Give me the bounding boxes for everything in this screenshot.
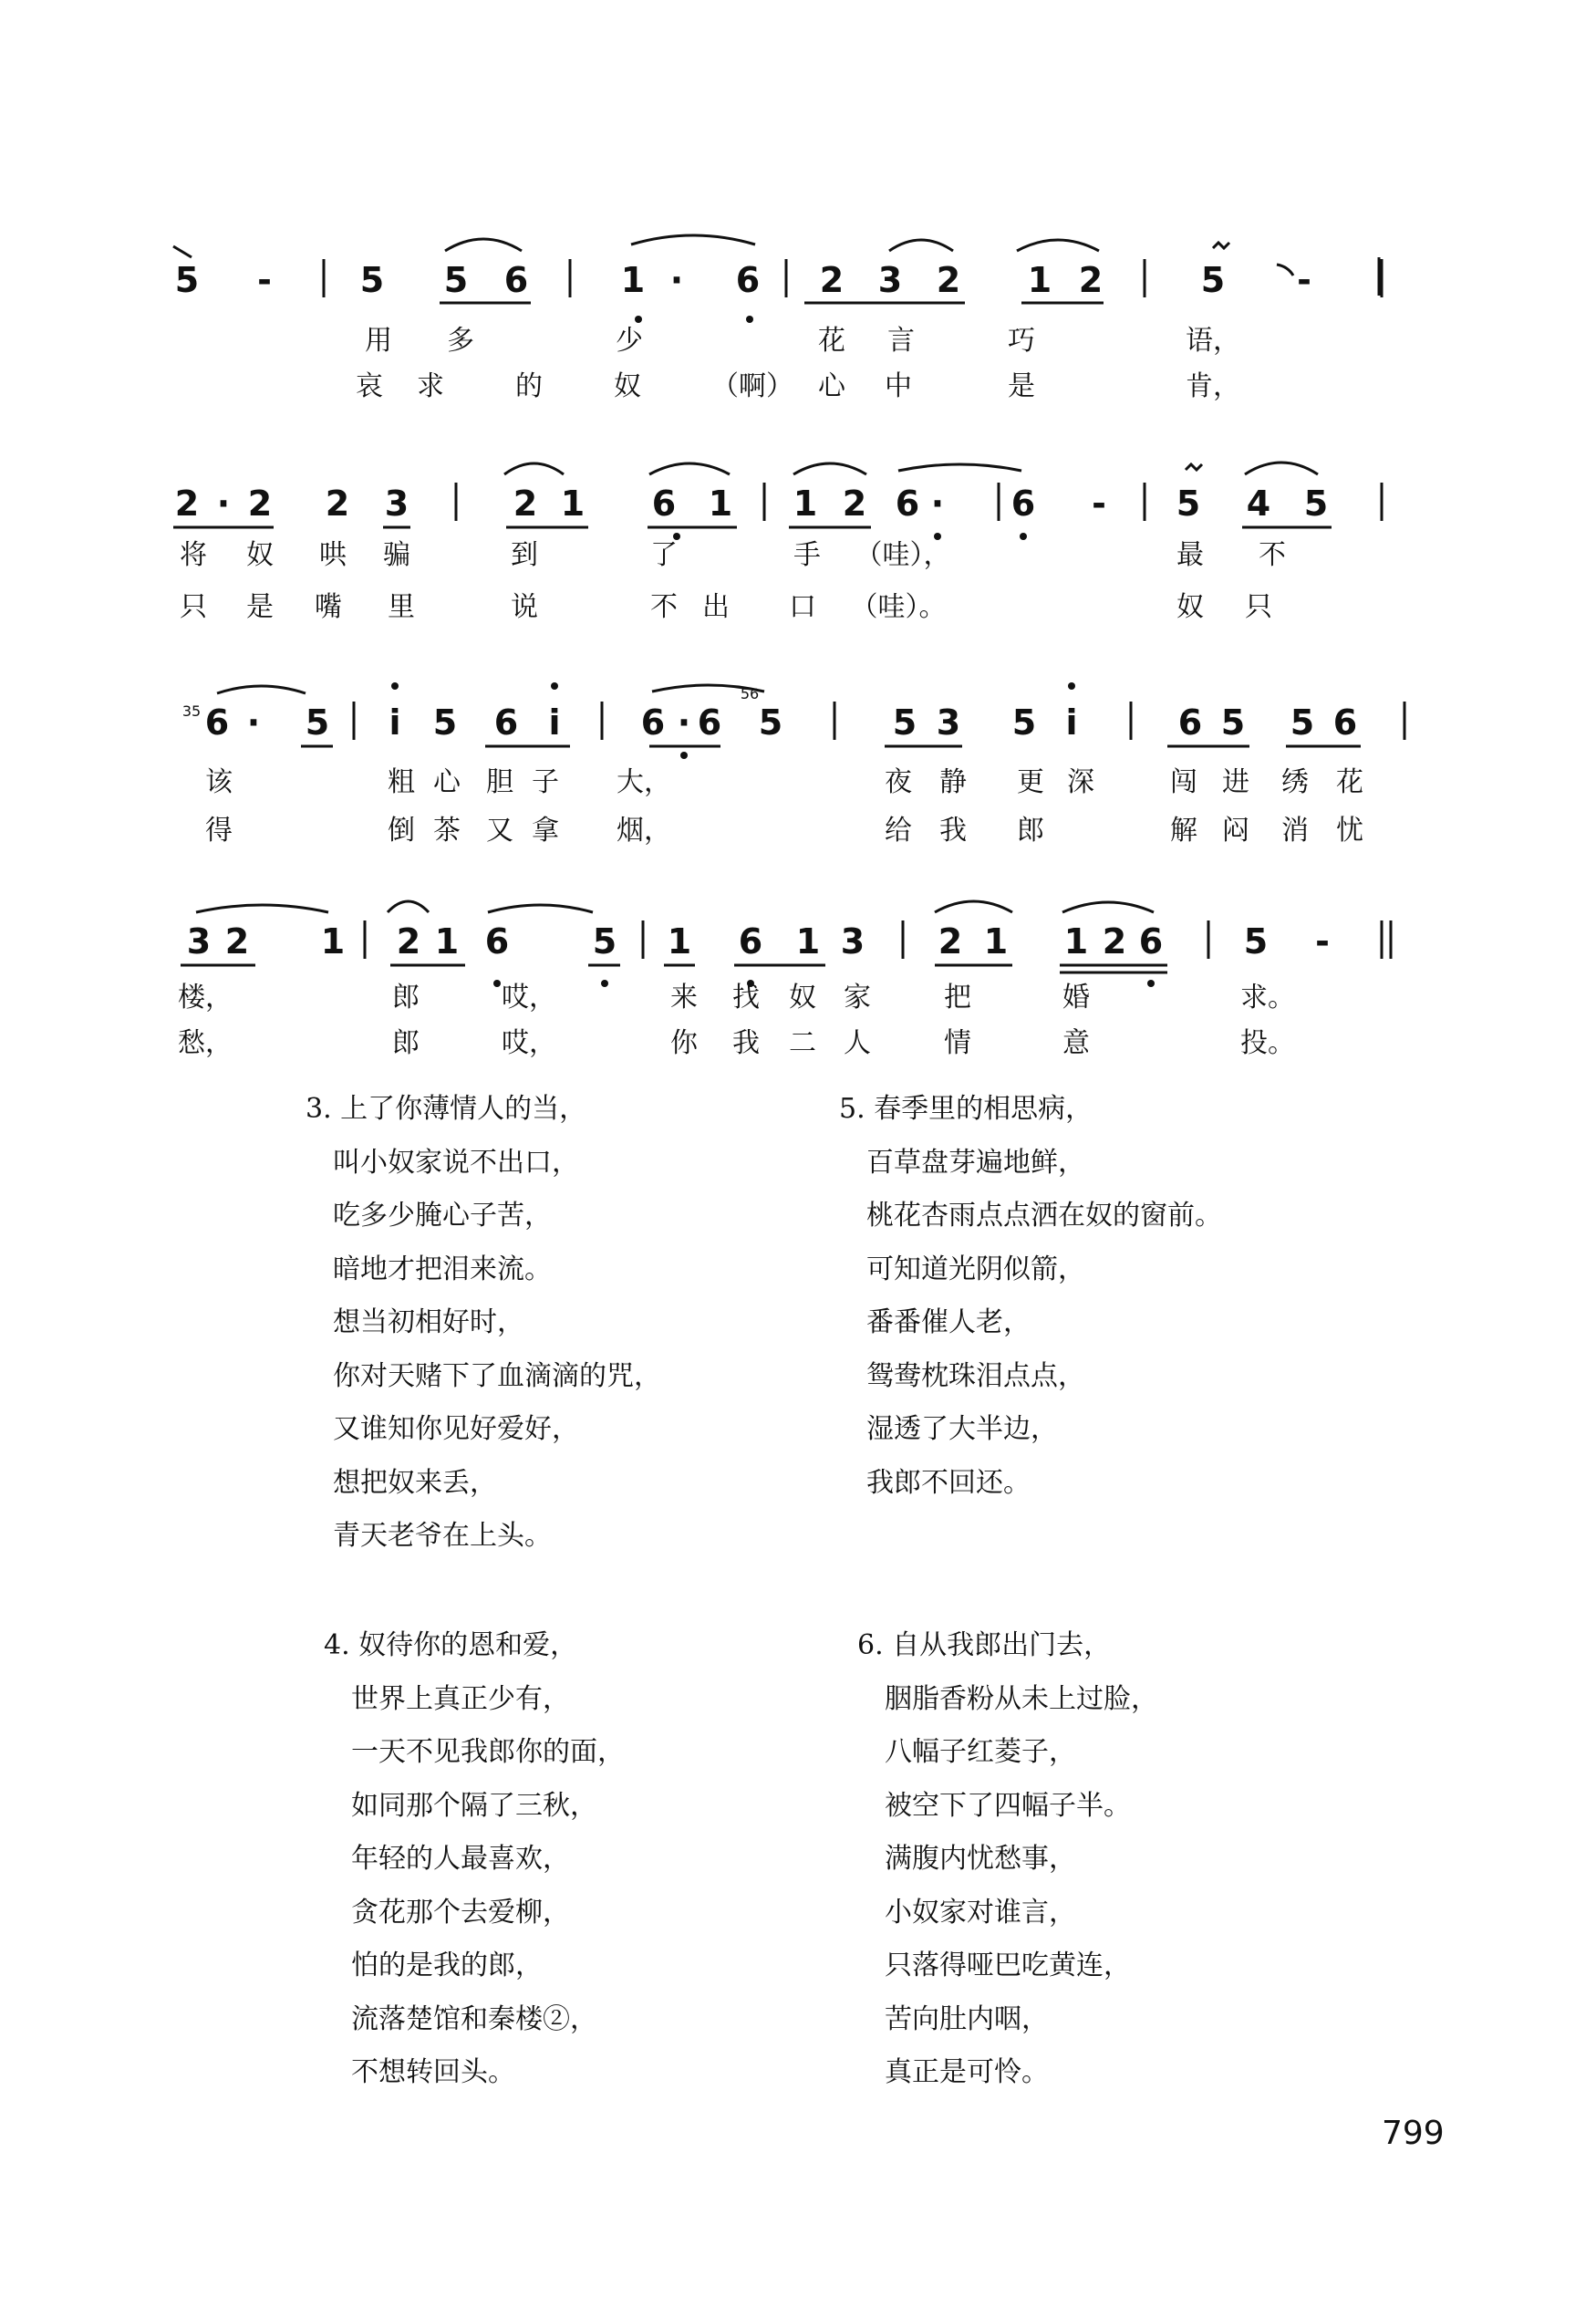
lyric: 郎 — [392, 982, 420, 1014]
lyric: 奴 — [789, 982, 816, 1014]
verse-line: 叫小奴家说不出口， — [333, 1146, 579, 1179]
verse-line: 可知道光阴似箭， — [866, 1253, 1085, 1285]
lyric: （啊） — [711, 370, 793, 402]
verse-line: 青天老爷在上头。 — [333, 1520, 552, 1552]
lyric: 里 — [388, 591, 415, 623]
note: 5 — [1220, 702, 1246, 743]
verse-4 — [324, 1619, 625, 2100]
lyric: 骗 — [383, 539, 410, 571]
note: 2 — [936, 260, 961, 300]
note: 2 — [174, 484, 200, 524]
octave-dot — [1020, 533, 1027, 540]
lyric: 深 — [1067, 766, 1094, 798]
lyric: 来 — [670, 982, 698, 1014]
lyric: 了 — [650, 539, 678, 571]
slur — [1245, 463, 1318, 474]
lyric: 是 — [246, 591, 274, 623]
note: 1 — [1027, 260, 1052, 300]
lyric: 解 — [1170, 815, 1197, 847]
note: 6 — [484, 921, 510, 962]
verse-line: 胭脂香粉从未上过脸， — [885, 1682, 1158, 1715]
verse-line: 湿透了大半边， — [866, 1413, 1058, 1445]
lyric: 消 — [1281, 815, 1309, 847]
lyric: 该 — [205, 766, 233, 798]
lyric: 你 — [670, 1027, 698, 1059]
note: 3 — [877, 260, 903, 300]
verse-line: 流落楚馆和秦楼②， — [351, 2002, 597, 2035]
verse-line: 暗地才把泪来流。 — [333, 1253, 552, 1285]
note: i — [389, 702, 401, 743]
music-score — [0, 0, 1596, 1095]
octave-dot — [746, 316, 753, 323]
lyric: 哄 — [319, 539, 347, 571]
note: 1 — [320, 921, 346, 962]
note: - — [1092, 484, 1106, 524]
lyric: 说 — [511, 591, 538, 623]
score-text — [175, 260, 1363, 1059]
lyric: 只 — [1245, 591, 1272, 623]
mordent-mark — [1213, 243, 1229, 248]
verse-line: 我郎不回还。 — [866, 1466, 1031, 1499]
note: 5 — [1200, 260, 1226, 300]
note: 5 — [174, 260, 200, 300]
lyric: 嘴 — [315, 591, 342, 623]
note: 5 — [758, 702, 783, 743]
note: 2 — [842, 484, 867, 524]
slur — [631, 235, 755, 244]
octave-dot — [493, 980, 501, 987]
lyric: 又 — [486, 815, 513, 847]
lyric: 得 — [205, 815, 233, 847]
verse-line: 桃花杏雨点点洒在奴的窗前。 — [866, 1200, 1222, 1232]
lyric: 花 — [1336, 766, 1363, 798]
verse-line: 又谁知你见好爱好， — [333, 1413, 579, 1445]
lyric: 用 — [365, 325, 392, 357]
note: 5 — [1011, 702, 1037, 743]
verse-line: 被空下了四幅子半。 — [885, 1789, 1131, 1822]
lyric: 我 — [732, 1027, 760, 1059]
slur — [935, 901, 1012, 912]
verse-line: 不想转回头。 — [351, 2056, 515, 2088]
verse-line: 吃多少腌心子苦， — [333, 1200, 552, 1232]
slur — [196, 905, 328, 912]
note: 5 — [359, 260, 385, 300]
verse-line: 只落得哑巴吃黄连， — [885, 1950, 1131, 1981]
octave-dot — [635, 316, 642, 323]
note: 1 — [434, 921, 460, 962]
note: 6 — [895, 484, 920, 524]
octave-dot — [601, 980, 608, 987]
slur — [898, 464, 1021, 471]
page-number: 799 — [1382, 2115, 1445, 2152]
note: i — [1065, 702, 1078, 743]
note: 2 — [938, 921, 963, 962]
octave-dot — [680, 752, 688, 759]
note: 5 — [592, 921, 617, 962]
lyric: 找 — [732, 982, 760, 1014]
grace-note: 35 — [181, 702, 202, 720]
note: 3 — [384, 484, 409, 524]
lyric: 粗 — [388, 766, 415, 798]
lyric: 花 — [818, 325, 845, 357]
note: 2 — [1102, 921, 1127, 962]
lyric: 倒 — [388, 815, 415, 847]
note: 5 — [443, 260, 469, 300]
lyric: 心 — [818, 370, 845, 402]
lyric: 大， — [617, 766, 671, 798]
note: · — [246, 702, 261, 743]
lyric: 将 — [180, 539, 207, 571]
note: 6 — [204, 702, 230, 743]
verse-line: 满腹内忧愁事， — [885, 1843, 1076, 1875]
breath-mark — [173, 246, 192, 257]
note: 5 — [1176, 484, 1201, 524]
lyric: 人 — [844, 1027, 871, 1059]
note: 6 — [1332, 702, 1358, 743]
verse-line: 八幅子红菱子， — [885, 1736, 1076, 1768]
lyric: 给 — [885, 815, 912, 847]
slur — [1062, 902, 1154, 912]
lyric: 郎 — [392, 1027, 420, 1059]
verse-line: 4. 奴待你的恩和爱， — [324, 1629, 578, 1661]
lyric: 中 — [885, 370, 912, 402]
verse-line: 真正是可怜。 — [885, 2056, 1049, 2088]
lyric: 是 — [1008, 370, 1035, 402]
note: 1 — [620, 260, 646, 300]
lyric: 奴 — [614, 370, 641, 402]
note: 2 — [247, 484, 273, 524]
lyric: （哇）。 — [850, 591, 947, 623]
note: 6 — [493, 702, 519, 743]
lyric: 到 — [511, 539, 538, 571]
slur — [217, 686, 306, 693]
lyric: 的 — [515, 370, 543, 402]
note: 4 — [1246, 484, 1271, 524]
note: 6 — [738, 921, 763, 962]
verse-line: 想当初相好时， — [333, 1306, 524, 1338]
lyric: 二 — [789, 1027, 816, 1059]
verse-line: 如同那个隔了三秋， — [351, 1789, 597, 1822]
lyric: 巧 — [1008, 325, 1035, 357]
note: 2 — [396, 921, 421, 962]
lyric: 哎， — [502, 1027, 556, 1059]
note: 6 — [640, 702, 666, 743]
lyric: 言 — [887, 325, 915, 357]
note: 2 — [224, 921, 250, 962]
lyric: 进 — [1222, 766, 1249, 798]
note: 1 — [708, 484, 733, 524]
lyric: 求 — [417, 370, 444, 402]
note: 5 — [1290, 702, 1315, 743]
slur — [388, 901, 429, 912]
octave-dot — [1068, 682, 1075, 690]
slur — [793, 463, 866, 474]
lyric: 静 — [939, 766, 967, 798]
lyric: 出 — [702, 591, 730, 623]
note: · — [669, 260, 684, 300]
lyric: 奴 — [246, 539, 274, 571]
lyric: 语， — [1186, 325, 1240, 357]
slur — [889, 240, 953, 251]
note: 6 — [1010, 484, 1036, 524]
lyric: 心 — [433, 766, 461, 798]
lyric: 婚 — [1062, 982, 1090, 1014]
lyric: 忧 — [1336, 815, 1363, 847]
slur — [504, 463, 564, 474]
verse-line: 3. 上了你薄情人的当， — [306, 1093, 587, 1125]
note: 6 — [697, 702, 722, 743]
lyric: 最 — [1176, 539, 1204, 571]
note: 6 — [735, 260, 761, 300]
slur — [445, 239, 522, 251]
note: 3 — [840, 921, 865, 962]
note: 5 — [892, 702, 917, 743]
verse-line: 6. 自从我郎出门去， — [857, 1629, 1112, 1661]
note: 2 — [325, 484, 350, 524]
slur — [488, 905, 593, 912]
octave-dot — [551, 682, 558, 690]
lyric: 把 — [944, 982, 971, 1014]
note: 6 — [1138, 921, 1164, 962]
note: i — [548, 702, 561, 743]
verse-line: 5. 春季里的相思病， — [839, 1093, 1093, 1125]
lyric: 手 — [793, 539, 821, 571]
lyric: 情 — [944, 1027, 971, 1059]
verse-line: 想把奴来丢， — [333, 1466, 497, 1499]
lyric: 少 — [616, 325, 643, 357]
lyric: 家 — [844, 982, 871, 1014]
lyric: 我 — [939, 815, 967, 847]
lyric: 更 — [1017, 766, 1044, 798]
verse-line: 番番催人老， — [866, 1306, 1031, 1338]
note: - — [1297, 260, 1311, 300]
slur — [649, 463, 730, 474]
note: 1 — [1063, 921, 1089, 962]
note: 6 — [1177, 702, 1203, 743]
verse-line: 小奴家对谁言， — [885, 1896, 1076, 1929]
lyric: 闷 — [1222, 815, 1249, 847]
lyric: 哀 — [356, 370, 383, 402]
lyric: 求。 — [1240, 982, 1295, 1014]
note: 5 — [1243, 921, 1269, 962]
lyric: 多 — [447, 325, 474, 357]
verse-5 — [839, 1083, 1222, 1510]
note: 6 — [503, 260, 529, 300]
lyric: 子 — [532, 766, 559, 798]
note: 1 — [667, 921, 692, 962]
lyric: （哇）， — [855, 539, 951, 571]
verse-line: 年轻的人最喜欢， — [351, 1843, 570, 1875]
lyric: 拿 — [532, 815, 559, 847]
lyric: 意 — [1062, 1027, 1090, 1059]
lyric: 不 — [1259, 539, 1286, 571]
lyric: 不 — [650, 591, 678, 623]
note: 3 — [936, 702, 961, 743]
lyric: 投。 — [1240, 1027, 1295, 1059]
note: 1 — [793, 484, 818, 524]
lyric: 哎， — [502, 982, 556, 1014]
note: 5 — [432, 702, 458, 743]
verse-line: 贪花那个去爱柳， — [351, 1896, 570, 1929]
lyric: 楼， — [178, 982, 233, 1014]
lyric: 夜 — [885, 766, 912, 798]
slur — [1017, 240, 1099, 251]
verse-3 — [306, 1083, 661, 1564]
note: - — [1315, 921, 1330, 962]
octave-dot — [1147, 980, 1155, 987]
note: 5 — [1303, 484, 1329, 524]
lyric: 绣 — [1281, 766, 1309, 798]
breath-mark — [1277, 265, 1293, 276]
verse-line: 世界上真正少有， — [351, 1682, 570, 1715]
note: 1 — [983, 921, 1009, 962]
lyric: 愁， — [178, 1027, 233, 1059]
lyric: 奴 — [1176, 591, 1204, 623]
note: 3 — [186, 921, 212, 962]
verse-line: 你对天赌下了血滴滴的咒， — [333, 1359, 661, 1392]
lyric: 只 — [180, 591, 207, 623]
verse-line: 百草盘芽遍地鲜， — [866, 1146, 1085, 1179]
lyric: 茶 — [433, 815, 461, 847]
note: 6 — [651, 484, 677, 524]
verse-line: 苦向肚内咽， — [885, 2002, 1049, 2035]
note: 2 — [1078, 260, 1104, 300]
note: 1 — [795, 921, 821, 962]
note: 5 — [305, 702, 330, 743]
note: 1 — [560, 484, 586, 524]
lyric: 口 — [789, 591, 816, 623]
note: - — [257, 260, 272, 300]
lyric: 郎 — [1017, 815, 1044, 847]
lyric: 烟， — [617, 815, 671, 847]
verse-line: 怕的是我的郎， — [351, 1950, 543, 1981]
mordent-mark — [1186, 464, 1202, 470]
verse-line: 鸳鸯枕珠泪点点， — [866, 1359, 1085, 1392]
octave-dot — [391, 682, 399, 690]
note: · — [930, 484, 945, 524]
lyric: 肯， — [1186, 370, 1240, 402]
note: · — [216, 484, 231, 524]
note: · — [677, 702, 691, 743]
verse-6 — [857, 1619, 1158, 2100]
note: 2 — [513, 484, 538, 524]
lyric: 胆 — [486, 766, 513, 798]
grace-note: 56 — [740, 685, 760, 702]
verse-line: 一天不见我郎你的面， — [351, 1736, 625, 1768]
lyric: 闯 — [1170, 766, 1197, 798]
note: 2 — [819, 260, 845, 300]
